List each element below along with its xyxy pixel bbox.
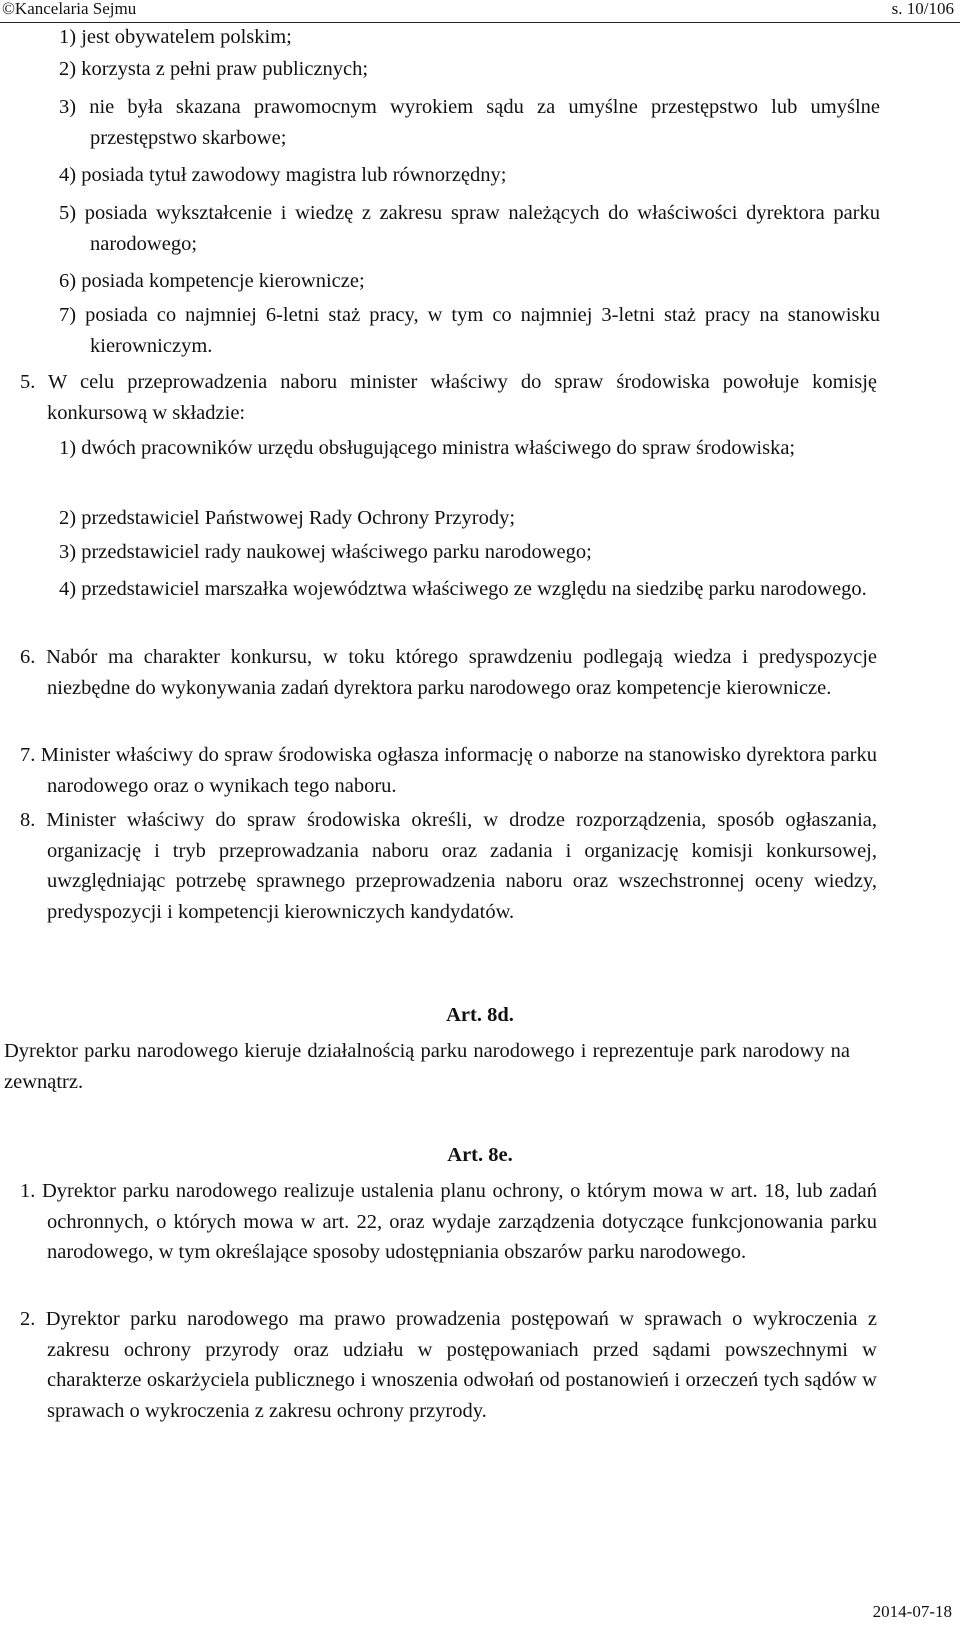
header-page-number: s. 10/106 bbox=[891, 0, 954, 18]
list-item: 6) posiada kompetencje kierownicze; bbox=[59, 270, 365, 292]
paragraph-6: 6. Nabór ma charakter konkursu, w toku którego sprawdzeniu podlegają wiedza i predyspozycje niezbędne do wykonywania zadań dyrektora parku narodowego oraz kompetencje kierownicze. bbox=[20, 646, 877, 699]
article-8e-paragraph-1: 1. Dyrektor parku narodowego realizuje ustalenia planu ochrony, o którym mowa w art. 18, lub zadań ochronnych, o których mowa w art. 22, oraz wydaje zarządzenia dotyczące funkcjonowania parku narodowego, w tym określające sposoby udostępniania obszarów parku narodowego. bbox=[20, 1180, 877, 1263]
article-heading-8e: Art. 8e. bbox=[447, 1144, 513, 1166]
list-item: 7) posiada co najmniej 6-letni staż pracy, w tym co najmniej 3-letni staż pracy na stanowisku kierowniczym. bbox=[59, 304, 880, 357]
list-item: 3) nie była skazana prawomocnym wyrokiem sądu za umyślne przestępstwo lub umyślne przestępstwo skarbowe; bbox=[59, 96, 880, 149]
page-header bbox=[0, 0, 960, 23]
paragraph-8: 8. Minister właściwy do spraw środowiska określi, w drodze rozporządzenia, sposób ogłaszania, organizację i tryb przeprowadzania naboru oraz zadania i organizację komisji konkursowej, uwzględniając potrzebę sprawnego przeprowadzenia naboru oraz wszechstronnej oceny wiedzy, predyspozycji i kompetencji kierowniczych kandydatów. bbox=[20, 809, 877, 923]
list-item: 3) przedstawiciel rady naukowej właściwego parku narodowego; bbox=[59, 541, 592, 563]
header-publisher: ©Kancelaria Sejmu bbox=[2, 0, 137, 18]
list-item: 1) jest obywatelem polskim; bbox=[59, 26, 292, 48]
paragraph-7: 7. Minister właściwy do spraw środowiska ogłasza informację o naborze na stanowisko dyrektora parku narodowego oraz o wynikach tego naboru. bbox=[20, 744, 877, 797]
list-item: 2) przedstawiciel Państwowej Rady Ochrony Przyrody; bbox=[59, 507, 516, 529]
list-item: 5) posiada wykształcenie i wiedzę z zakresu spraw należących do właściwości dyrektora parku narodowego; bbox=[59, 202, 880, 255]
list-item: 4) przedstawiciel marszałka województwa właściwego ze względu na siedzibę parku narodowego. bbox=[59, 578, 867, 600]
article-8e-paragraph-2: 2. Dyrektor parku narodowego ma prawo prowadzenia postępowań w sprawach o wykroczenia z zakresu ochrony przyrody oraz udziału w postępowaniach przed sądami powszechnymi w charakterze oskarżyciela publicznego i wnoszenia odwołań od postanowień i orzeczeń tych sądów w sprawach o wykroczenia z zakresu ochrony przyrody. bbox=[20, 1308, 877, 1422]
article-heading-8d: Art. 8d. bbox=[446, 1004, 514, 1026]
article-8d-text: Dyrektor parku narodowego kieruje działalnością parku narodowego i reprezentuje park narodowy na zewnątrz. bbox=[4, 1040, 850, 1093]
paragraph-5: 5. W celu przeprowadzenia naboru minister właściwy do spraw środowiska powołuje komisję konkursową w składzie: bbox=[20, 371, 877, 424]
list-item: 1) dwóch pracowników urzędu obsługującego ministra właściwego do spraw środowiska; bbox=[59, 437, 796, 459]
footer-date: 2014-07-18 bbox=[872, 1602, 952, 1621]
list-item: 4) posiada tytuł zawodowy magistra lub równorzędny; bbox=[59, 164, 507, 186]
list-item: 2) korzysta z pełni praw publicznych; bbox=[59, 58, 369, 80]
